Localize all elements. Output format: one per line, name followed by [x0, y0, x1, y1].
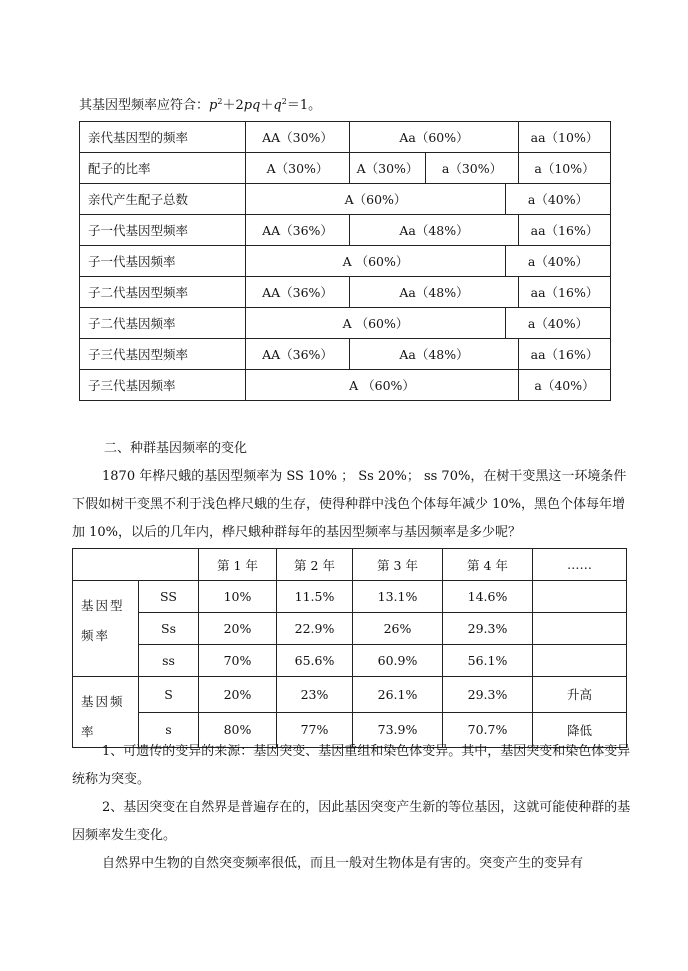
table-cell: AA（36%）: [246, 339, 350, 370]
table-cell: Aa（48%）: [350, 215, 519, 246]
row-key: s: [139, 712, 199, 748]
table-cell: [533, 581, 627, 613]
table-cell: a（40%）: [519, 370, 611, 401]
row-label: 子二代基因型频率: [80, 277, 246, 308]
row-label: 亲代基因型的频率: [80, 122, 246, 153]
table-cell: Aa（48%）: [350, 339, 519, 370]
table-cell: 77%: [277, 712, 353, 748]
table-cell: 20%: [199, 677, 277, 713]
paragraph-natural-mutation: [72, 850, 632, 878]
table-cell: A （60%）: [246, 308, 506, 339]
table-row: [80, 122, 611, 153]
genotype-frequency-table: [79, 121, 611, 401]
row-label: 子一代基因频率: [80, 246, 246, 277]
table-row: [80, 339, 611, 370]
moth-frequency-table: [72, 548, 627, 748]
table-cell: aa（16%）: [519, 277, 611, 308]
table-cell: 80%: [199, 712, 277, 748]
section-title: 二、种群基因频率的变化: [104, 441, 248, 456]
table-cell: AA（36%）: [246, 215, 350, 246]
table-cell: 11.5%: [277, 581, 353, 613]
table-cell: 60.9%: [353, 645, 443, 677]
table-row: [80, 246, 611, 277]
table-row: [80, 308, 611, 339]
paragraph-text: 2、基因突变在自然界是普遍存在的，因此基因突变产生新的等位基因，这就可能使种群的基因频率发生变化。: [72, 800, 631, 843]
table-header-row: [73, 549, 627, 581]
table-cell: 20%: [199, 613, 277, 645]
row-label: 子一代基因型频率: [80, 215, 246, 246]
paragraph-text: 1、可遗传的变异的来源：基因突变、基因重组和染色体变异。其中，基因突变和染色体变异统称为突变。: [72, 744, 631, 787]
table-cell: a（40%）: [506, 184, 611, 215]
table-cell: Aa（48%）: [350, 277, 519, 308]
table-row: [80, 215, 611, 246]
formula-equals: ＝1。: [286, 98, 322, 113]
table-cell: 70.7%: [443, 712, 533, 748]
table-cell: 29.3%: [443, 613, 533, 645]
table-cell: a（10%）: [519, 153, 611, 184]
table-cell: 22.9%: [277, 613, 353, 645]
table-cell: 升高: [533, 677, 627, 713]
table-cell: A（30%）: [350, 153, 426, 184]
table-cell: 13.1%: [353, 581, 443, 613]
table-row: [80, 153, 611, 184]
table-cell: AA（30%）: [246, 122, 350, 153]
formula-pq: pq: [243, 98, 261, 113]
table-cell: [533, 613, 627, 645]
paragraph-gene-mutation: [72, 794, 632, 850]
table-row: [80, 184, 611, 215]
table-cell: [533, 645, 627, 677]
table-corner: [73, 549, 199, 581]
column-header: 第 3 年: [353, 549, 443, 581]
formula-q: q: [273, 98, 282, 113]
table-cell: 65.6%: [277, 645, 353, 677]
table-cell: Aa（60%）: [350, 122, 519, 153]
genotype-formula-line: [79, 94, 321, 113]
table-cell: 降低: [533, 712, 627, 748]
table-cell: 29.3%: [443, 677, 533, 713]
table-row: [73, 677, 627, 713]
table-cell: aa（16%）: [519, 339, 611, 370]
table-cell: A（60%）: [246, 184, 506, 215]
column-header: 第 4 年: [443, 549, 533, 581]
row-label: 亲代产生配子总数: [80, 184, 246, 215]
formula-p1: p: [209, 98, 218, 113]
formula-plus1: ＋2: [222, 98, 244, 113]
formula-prefix: 其基因型频率应符合：: [79, 98, 210, 113]
table-cell: 23%: [277, 677, 353, 713]
column-header: ……: [533, 549, 627, 581]
table-cell: A（30%）: [246, 153, 350, 184]
table-cell: 70%: [199, 645, 277, 677]
table-cell: 26.1%: [353, 677, 443, 713]
formula-exp1: 2: [217, 97, 223, 106]
intro-paragraph: [72, 463, 632, 547]
row-key: ss: [139, 645, 199, 677]
table-row: [80, 277, 611, 308]
table-cell: 73.9%: [353, 712, 443, 748]
formula-plus2: ＋: [260, 98, 274, 113]
table-row: [80, 370, 611, 401]
paragraph-text: 自然界中生物的自然突变频率很低，而且一般对生物体是有害的。突变产生的变异有: [102, 856, 584, 871]
table-cell: A （60%）: [246, 370, 519, 401]
column-header: 第 2 年: [277, 549, 353, 581]
paragraph-mutation-sources: [72, 738, 632, 794]
table-cell: 14.6%: [443, 581, 533, 613]
table-cell: AA（36%）: [246, 277, 350, 308]
table-cell: aa（10%）: [519, 122, 611, 153]
row-key: S: [139, 677, 199, 713]
row-label: 子三代基因频率: [80, 370, 246, 401]
intro-text: 1870 年桦尺蛾的基因型频率为 SS 10% ； Ss 20%； ss 70%，在树干变黑这一环境条件下假如树干变黑不利于浅色桦尺蛾的生存，使得种群中浅色个体每年减少 10%，黑色个体每年增加 10%，以后的几年内，桦尺蛾种群每年的基因型频率与基因频率是多少呢？: [72, 469, 627, 540]
group-label-gene: 基因频率: [73, 677, 139, 748]
table-cell: aa（16%）: [519, 215, 611, 246]
group-label-genotype: 基因型频率: [73, 581, 139, 677]
row-key: SS: [139, 581, 199, 613]
column-header: 第 1 年: [199, 549, 277, 581]
table-row: [73, 645, 627, 677]
table-cell: a（40%）: [506, 308, 611, 339]
table-row: [73, 613, 627, 645]
table-cell: A （60%）: [246, 246, 506, 277]
row-label: 子二代基因频率: [80, 308, 246, 339]
table-cell: 56.1%: [443, 645, 533, 677]
row-label: 配子的比率: [80, 153, 246, 184]
formula-exp2: 2: [281, 97, 287, 106]
table-cell: 10%: [199, 581, 277, 613]
table-row: [73, 581, 627, 613]
row-key: Ss: [139, 613, 199, 645]
table-cell: a（30%）: [426, 153, 519, 184]
table-cell: 26%: [353, 613, 443, 645]
row-label: 子三代基因型频率: [80, 339, 246, 370]
table-cell: a（40%）: [506, 246, 611, 277]
